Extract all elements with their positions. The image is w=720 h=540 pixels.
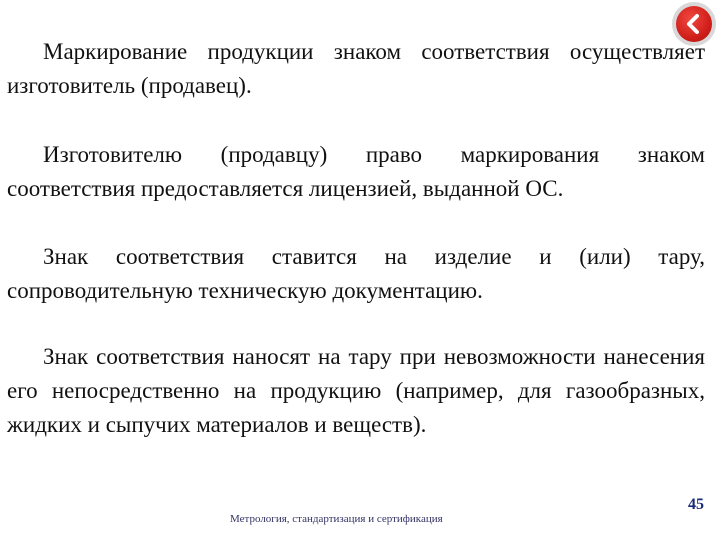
paragraph-mark-on-packaging: Знак соответствия наносят на тару при невозможности нанесения его непосредственно на продукцию (например, для газообразных, жидких и сыпучих материалов и веществ). xyxy=(7,344,705,437)
paragraph-mark-placement: Знак соответствия ставится на изделие и (или) тару, сопроводительную техническую документацию. xyxy=(7,244,705,303)
chevron-left-icon xyxy=(683,13,705,35)
footer-course-title: Метрология, стандартизация и сертификация xyxy=(230,513,443,525)
paragraph-license-right: Изготовителю (продавцу) право маркирования знаком соответствия предоставляется лицензией, выданной ОС. xyxy=(7,142,705,201)
page-number: 45 xyxy=(688,496,704,513)
paragraph-marking-by-manufacturer: Маркирование продукции знаком соответствия осуществляет изготовитель (продавец). xyxy=(7,39,705,98)
